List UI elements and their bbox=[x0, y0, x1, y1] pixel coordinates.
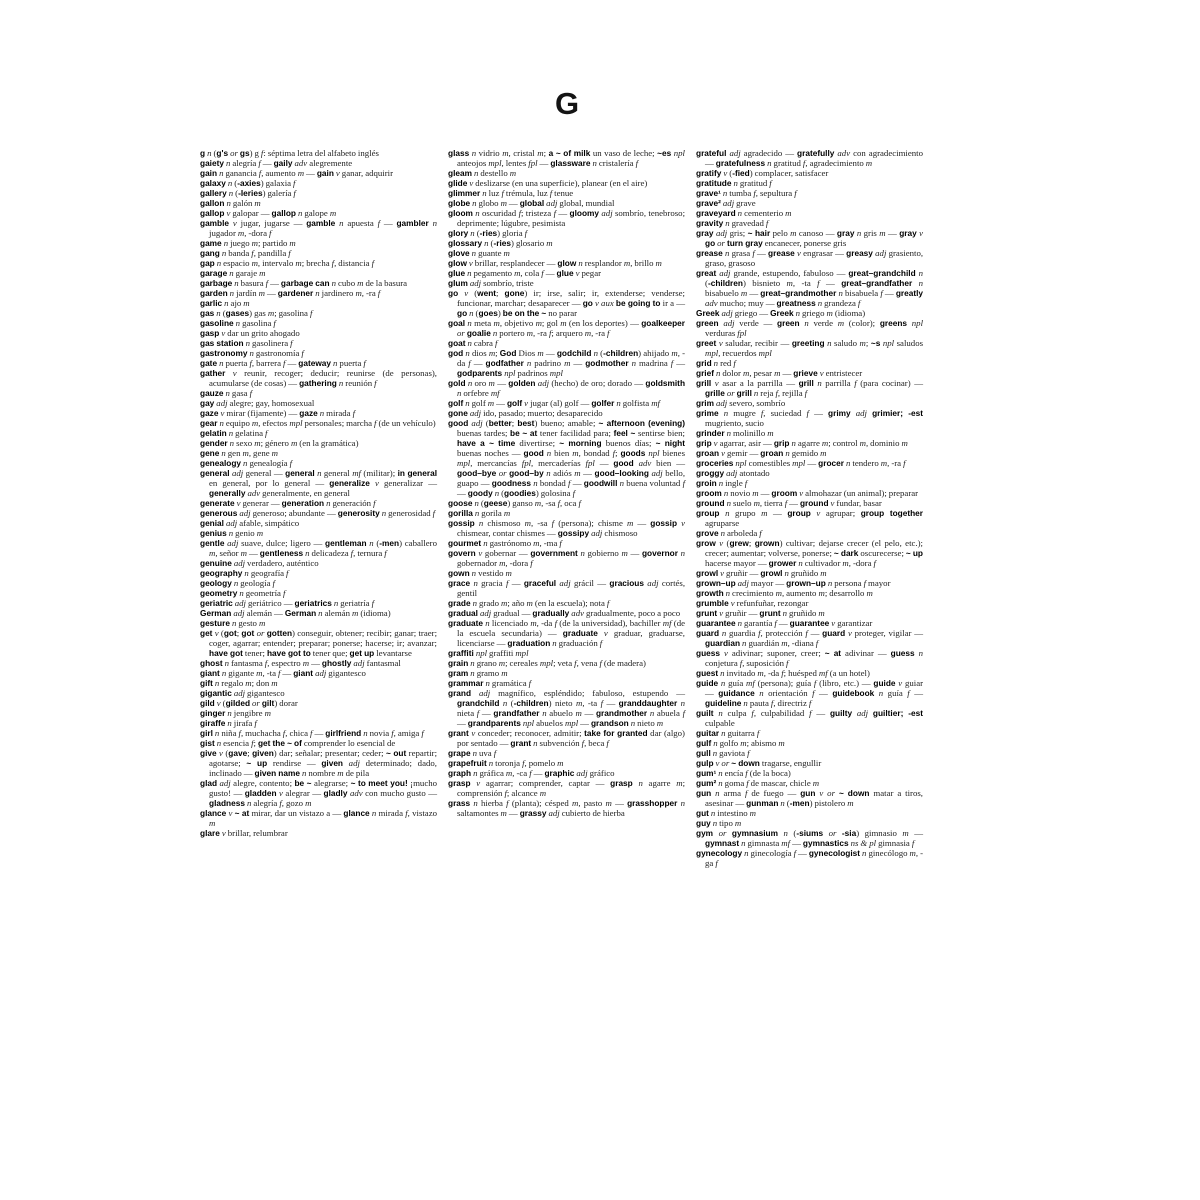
dictionary-entry: grant v conceder; reconocer, admitir; take for granted dar (algo) por sentado — grant n subvención f, beca f bbox=[448, 728, 685, 748]
dictionary-entry: glove n guante m bbox=[448, 248, 510, 258]
dictionary-entry: gut n intestino m bbox=[696, 808, 756, 818]
dictionary-entry: gull n gaviota f bbox=[696, 748, 750, 758]
dictionary-entry: garbage n basura f — garbage can n cubo m de la basura bbox=[200, 278, 408, 288]
dictionary-entry: gesture n gesto m bbox=[200, 618, 266, 628]
dictionary-entry: grinder n molinillo m bbox=[696, 428, 774, 438]
dictionary-entry: geography n geografía f bbox=[200, 568, 289, 578]
dictionary-entry: garden n jardín m — gardener n jardinero m, -ra f bbox=[200, 288, 381, 298]
dictionary-entry: grade n grado m; año m (en la escuela); nota f bbox=[448, 598, 610, 608]
dictionary-columns bbox=[200, 148, 934, 868]
dictionary-entry: good adj (better; best) bueno; amable; ~ afternoon (evening) buenas tardes; be ~ at tener facilidad para; feel ~ sentirse bien; have a ~ time divertirse; ~ morning buenos días; ~ night buenas noches — good n bien m, bondad f; goods npl bienes mpl, mercancías fpl, mercaderías fpl — good adv bien — good–bye or good–by n adiós m — good–looking adj bello, guapo — goodness n bondad f — goodwill n buena voluntad f — goody n (goodies) golosina f bbox=[448, 418, 686, 498]
dictionary-entry: geometry n geometría f bbox=[200, 588, 286, 598]
dictionary-entry: gate n puerta f, barrera f — gateway n puerta f bbox=[200, 358, 366, 368]
dictionary-entry: groceries npl comestibles mpl — grocer n tendero m, -ra f bbox=[696, 458, 906, 468]
dictionary-entry: grunt v gruñir — grunt n gruñido m bbox=[696, 608, 825, 618]
dictionary-entry: growl v gruñir — growl n gruñido m bbox=[696, 568, 827, 578]
dictionary-entry: guess v adivinar; suponer, creer; ~ at adivinar — guess n conjetura f, suposición f bbox=[696, 648, 924, 668]
dictionary-column-1 bbox=[200, 148, 437, 868]
dictionary-entry: gasoline n gasolina f bbox=[200, 318, 276, 328]
dictionary-entry: gone adj ido, pasado; muerto; desaparecido bbox=[448, 408, 603, 418]
dictionary-entry: groin n ingle f bbox=[696, 478, 748, 488]
dictionary-entry: guilt n culpa f, culpabilidad f — guilty adj guiltier; -est culpable bbox=[696, 708, 923, 728]
dictionary-entry: grain n grano m; cereales mpl; veta f, vena f (de madera) bbox=[448, 658, 646, 668]
dictionary-entry: grass n hierba f (planta); césped m, pasto m — grasshopper n saltamontes m — grassy adj cubierto de hierba bbox=[448, 798, 685, 818]
dictionary-column-2 bbox=[448, 148, 685, 868]
dictionary-entry: general adj general — general n general mf (militar); in general en general, por lo general — generalize v generalizar — generally adv generalmente, en general bbox=[200, 468, 438, 498]
dictionary-column-3 bbox=[696, 148, 923, 868]
dictionary-entry: grim adj severo, sombrío bbox=[696, 398, 786, 408]
dictionary-entry: gaze v mirar (fijamente) — gaze n mirada f bbox=[200, 408, 356, 418]
dictionary-entry: glare v brillar, relumbrar bbox=[200, 828, 288, 838]
dictionary-entry: glad adj alegre, contento; be ~ alegrarse; ~ to meet you! ¡mucho gusto! — gladden v alegrar — gladly adv con mucho gusto — gladness n alegría f, gozo m bbox=[200, 778, 438, 808]
dictionary-entry: genealogy n genealogía f bbox=[200, 458, 293, 468]
dictionary-entry: gene n gen m, gene m bbox=[200, 448, 279, 458]
dictionary-entry: gynecology n ginecología f — gynecologist n ginecólogo m, -ga f bbox=[696, 848, 924, 868]
dictionary-entry: garlic n ajo m bbox=[200, 298, 250, 308]
dictionary-entry: gum¹ n encía f (de la boca) bbox=[696, 768, 791, 778]
dictionary-entry: gist n esencia f; get the ~ of comprender lo esencial de bbox=[200, 738, 396, 748]
dictionary-entry: German adj alemán — German n alemán m (idioma) bbox=[200, 608, 391, 618]
dictionary-entry: god n dios m; God Dios m — godchild n (-children) ahijado m, -da f — godfather n padrino m — godmother n madrina f — godparents npl padrinos mpl bbox=[448, 348, 686, 378]
dictionary-entry: ghost n fantasma f, espectro m — ghostly adj fantasmal bbox=[200, 658, 401, 668]
dictionary-entry: groan v gemir — groan n gemido m bbox=[696, 448, 827, 458]
dictionary-entry: grease n grasa f — grease v engrasar — greasy adj grasiento, graso, grasoso bbox=[696, 248, 924, 268]
dictionary-entry: genuine adj verdadero, auténtico bbox=[200, 558, 319, 568]
dictionary-entry: grill v asar a la parrilla — grill n parrilla f (para cocinar) — grille or grill n reja f, rejilla f bbox=[696, 378, 923, 398]
dictionary-entry: gamble v jugar, jugarse — gamble n apuesta f — gambler n jugador m, -dora f bbox=[200, 218, 437, 238]
dictionary-entry: generous adj generoso; abundante — generosity n generosidad f bbox=[200, 508, 436, 518]
dictionary-entry: galaxy n (-axies) galaxia f bbox=[200, 178, 296, 188]
dictionary-entry: genius n genio m bbox=[200, 528, 264, 538]
dictionary-entry: groom n novio m — groom v almohazar (un animal); preparar bbox=[696, 488, 919, 498]
dictionary-entry: glide v deslizarse (en una superficie), planear (en el aire) bbox=[448, 178, 648, 188]
dictionary-entry: gum² n goma f de mascar, chicle m bbox=[696, 778, 820, 788]
dictionary-entry: goat n cabra f bbox=[448, 338, 498, 348]
dictionary-entry: giraffe n jirafa f bbox=[200, 718, 257, 728]
dictionary-entry: gym or gymnasium n (-siums or -sia) gimnasio m — gymnast n gimnasta mf — gymnastics ns & pl gimnasia f bbox=[696, 828, 924, 848]
dictionary-entry: gelatin n gelatina f bbox=[200, 428, 268, 438]
dictionary-entry: guitar n guitarra f bbox=[696, 728, 760, 738]
dictionary-entry: gentle adj suave, dulce; ligero — gentleman n (-men) caballero m, señor m — gentleness n delicadeza f, ternura f bbox=[200, 538, 437, 558]
dictionary-entry: gallery n (-leries) galería f bbox=[200, 188, 296, 198]
dictionary-entry: ginger n jengibre m bbox=[200, 708, 271, 718]
section-letter-heading: G bbox=[554, 86, 580, 121]
dictionary-entry: gold n oro m — golden adj (hecho) de oro; dorado — goldsmith n orfebre mf bbox=[448, 378, 686, 398]
dictionary-entry: gender n sexo m; género m (en la gramática) bbox=[200, 438, 359, 448]
dictionary-entry: gulf n golfo m; abismo m bbox=[696, 738, 785, 748]
dictionary-entry: graveyard n cementerio m bbox=[696, 208, 792, 218]
dictionary-entry: glimmer n luz f trémula, luz f tenue bbox=[448, 188, 574, 198]
dictionary-entry: go v (went; gone) ir; irse, salir; ir, extenderse; venderse; funcionar, marchar; desaparecer — go v aux be going to ir a — go n (goes) be on the ~ no parar bbox=[448, 288, 686, 318]
dictionary-entry: graffiti npl graffiti mpl bbox=[448, 648, 529, 658]
dictionary-entry: goose n (geese) ganso m, -sa f, oca f bbox=[448, 498, 581, 508]
dictionary-entry: glass n vidrio m, cristal m; a ~ of milk un vaso de leche; ~es npl anteojos mpl, lentes fpl — glassware n cristalería f bbox=[448, 148, 685, 168]
dictionary-entry: graph n gráfica m, -ca f — graphic adj gráfico bbox=[448, 768, 615, 778]
dictionary-entry: gloom n oscuridad f; tristeza f — gloomy adj sombrío, tenebroso; deprimente; lúgubre, pesimista bbox=[448, 208, 686, 228]
dictionary-entry: gap n espacio m, intervalo m; brecha f, distancia f bbox=[200, 258, 375, 268]
dictionary-entry: gild v (gilded or gilt) dorar bbox=[200, 698, 298, 708]
dictionary-entry: gossip n chismoso m, -sa f (persona); chisme m — gossip v chismear, contar chismes — gossipy adj chismoso bbox=[448, 518, 686, 538]
dictionary-entry: growth n crecimiento m, aumento m; desarrollo m bbox=[696, 588, 873, 598]
dictionary-entry: guide n guía mf (persona); guía f (libro, etc.) — guide v guiar — guidance n orientación f — guidebook n guía f — guideline n pauta f, directriz f bbox=[696, 678, 924, 708]
dictionary-entry: glow v brillar, resplandecer — glow n resplandor m, brillo m bbox=[448, 258, 662, 268]
dictionary-entry: gray adj gris; ~ hair pelo m canoso — gray n gris m — gray v go or turn gray encanecer, ponerse gris bbox=[696, 228, 924, 248]
dictionary-entry: get v (got; got or gotten) conseguir, obtener; recibir; ganar; traer; coger, agarrar; entender; preparar; ponerse; hacerse; ir; avanzar; have got tener; have got to tener que; get up levantarse bbox=[200, 628, 438, 658]
dictionary-entry: golf n golf m — golf v jugar (al) golf — golfer n golfista mf bbox=[448, 398, 660, 408]
dictionary-entry: great adj grande, estupendo, fabuloso — great–grandchild n (-children) bisnieto m, -ta f — great–grandfather n bisabuelo m — great–grandmother n bisabuela f — greatly adv mucho; muy — greatness n grandeza f bbox=[696, 268, 924, 308]
dictionary-entry: glance v ~ at mirar, dar un vistazo a — glance n mirada f, vistazo m bbox=[200, 808, 438, 828]
dictionary-entry: groggy adj atontado bbox=[696, 468, 770, 478]
dictionary-entry: game n juego m; partido m bbox=[200, 238, 296, 248]
dictionary-entry: guest n invitado m, -da f; huésped mf (a un hotel) bbox=[696, 668, 870, 678]
dictionary-entry: glue n pegamento m, cola f — glue v pegar bbox=[448, 268, 602, 278]
dictionary-entry: gratitude n gratitud f bbox=[696, 178, 772, 188]
dictionary-entry: guard n guardia f, protección f — guard v proteger, vigilar — guardian n guardián m, -diana f bbox=[696, 628, 923, 648]
dictionary-entry: grove n arboleda f bbox=[696, 528, 762, 538]
dictionary-entry: grammar n gramática f bbox=[448, 678, 532, 688]
dictionary-entry: gravity n gravedad f bbox=[696, 218, 769, 228]
dictionary-entry: gay adj alegre; gay, homosexual bbox=[200, 398, 315, 408]
dictionary-entry: ground n suelo m, tierra f — ground v fundar, basar bbox=[696, 498, 882, 508]
dictionary-entry: grace n gracia f — graceful adj grácil — gracious adj cortés, gentil bbox=[448, 578, 686, 598]
dictionary-entry: grave² adj grave bbox=[696, 198, 756, 208]
dictionary-entry: grow v (grew; grown) cultivar; dejarse crecer (el pelo, etc.); crecer; aumentar; volverse, ponerse; ~ dark oscurecerse; ~ up hacerse mayor — grower n cultivador m, -dora f bbox=[696, 538, 924, 568]
dictionary-entry: grape n uva f bbox=[448, 748, 497, 758]
dictionary-entry: genial adj afable, simpático bbox=[200, 518, 300, 528]
dictionary-entry: gleam n destello m bbox=[448, 168, 517, 178]
dictionary-entry: glum adj sombrío, triste bbox=[448, 278, 534, 288]
dictionary-entry: gown n vestido m bbox=[448, 568, 512, 578]
dictionary-entry: grip v agarrar, asir — grip n agarre m; control m, dominio m bbox=[696, 438, 908, 448]
dictionary-entry: girl n niña f, muchacha f, chica f — girlfriend n novia f, amiga f bbox=[200, 728, 424, 738]
dictionary-entry: grand adj magnífico, espléndido; fabuloso, estupendo — grandchild n (-children) nieto m, -ta f — granddaughter n nieta f — grandfather n abuelo m — grandmother n abuela f — grandparents npl abuelos mpl — grandson n nieto m bbox=[448, 688, 686, 728]
dictionary-entry: gang n banda f, pandilla f bbox=[200, 248, 291, 258]
dictionary-entry: gram n gramo m bbox=[448, 668, 508, 678]
dictionary-entry: gather v reunir, recoger; deducir; reunirse (de personas), acumularse (de cosas) — gathering n reunión f bbox=[200, 368, 437, 388]
dictionary-entry: gulp v or ~ down tragarse, engullir bbox=[696, 758, 822, 768]
dictionary-entry: globe n globo m — global adj global, mundial bbox=[448, 198, 615, 208]
dictionary-entry: gasp v dar un grito ahogado bbox=[200, 328, 300, 338]
dictionary-entry: gratify v (-fied) complacer, satisfacer bbox=[696, 168, 829, 178]
dictionary-entry: gigantic adj gigantesco bbox=[200, 688, 285, 698]
dictionary-entry: gas station n gasolinera f bbox=[200, 338, 293, 348]
dictionary-entry: g n (g's or gs) g f: séptima letra del alfabeto inglés bbox=[200, 148, 379, 158]
dictionary-entry: gun n arma f de fuego — gun v or ~ down matar a tiros, asesinar — gunman n (-men) pistolero m bbox=[696, 788, 923, 808]
dictionary-entry: grateful adj agradecido — gratefully adv con agradecimiento — gratefulness n gratitud f, agradecimiento m bbox=[696, 148, 924, 168]
dictionary-entry: group n grupo m — group v agrupar; group together agruparse bbox=[696, 508, 924, 528]
dictionary-entry: grime n mugre f, suciedad f — grimy adj grimier; -est mugriento, sucio bbox=[696, 408, 923, 428]
dictionary-entry: grown–up adj mayor — grown–up n persona f mayor bbox=[696, 578, 891, 588]
dictionary-entry: gas n (gases) gas m; gasolina f bbox=[200, 308, 313, 318]
dictionary-entry: grid n red f bbox=[696, 358, 736, 368]
dictionary-entry: govern v gobernar — government n gobierno m — governor n gobernador m, -dora f bbox=[448, 548, 686, 568]
dictionary-entry: give v (gave; given) dar; señalar; presentar; ceder; ~ out repartir; agotarse; ~ up rendirse — given adj determinado; dado, inclinado — given name n nombre m de pila bbox=[200, 748, 438, 778]
dictionary-entry: gradual adj gradual — gradually adv gradualmente, poco a poco bbox=[448, 608, 681, 618]
dictionary-entry: Greek adj griego — Greek n griego m (idioma) bbox=[696, 308, 866, 318]
dictionary-entry: graduate n licenciado m, -da f (de la universidad), bachiller mf (de la escuela secundaria) — graduate v graduar, graduarse, licenciarse — graduation n graduación f bbox=[448, 618, 685, 648]
dictionary-entry: gaiety n alegría f — gaily adv alegremente bbox=[200, 158, 353, 168]
dictionary-entry: green adj verde — green n verde m (color); greens npl verduras fpl bbox=[696, 318, 924, 338]
dictionary-entry: gastronomy n gastronomía f bbox=[200, 348, 304, 358]
dictionary-entry: gain n ganancia f, aumento m — gain v ganar, adquirir bbox=[200, 168, 394, 178]
dictionary-entry: grumble v refunfuñar, rezongar bbox=[696, 598, 809, 608]
dictionary-entry: glory n (-ries) gloria f bbox=[448, 228, 528, 238]
dictionary-entry: garage n garaje m bbox=[200, 268, 266, 278]
dictionary-entry: gear n equipo m, efectos mpl personales; marcha f (de un vehículo) bbox=[200, 418, 436, 428]
dictionary-entry: generate v generar — generation n generación f bbox=[200, 498, 376, 508]
dictionary-entry: gallon n galón m bbox=[200, 198, 261, 208]
dictionary-entry: glossary n (-ries) glosario m bbox=[448, 238, 553, 248]
dictionary-entry: gift n regalo m; don m bbox=[200, 678, 278, 688]
dictionary-entry: geology n geología f bbox=[200, 578, 275, 588]
dictionary-entry: guy n tipo m bbox=[696, 818, 742, 828]
dictionary-entry: goal n meta m, objetivo m; gol m (en los deportes) — goalkeeper or goalie n portero m, -ra f; arquero m, -ra f bbox=[448, 318, 686, 338]
dictionary-entry: gallop v galopar — gallop n galope m bbox=[200, 208, 337, 218]
dictionary-entry: grasp v agarrar; comprender, captar — grasp n agarre m; comprensión f; alcance m bbox=[448, 778, 686, 798]
dictionary-entry: grapefruit n toronja f, pomelo m bbox=[448, 758, 564, 768]
dictionary-entry: grief n dolor m, pesar m — grieve v entristecer bbox=[696, 368, 863, 378]
dictionary-entry: gauze n gasa f bbox=[200, 388, 253, 398]
dictionary-entry: greet v saludar, recibir — greeting n saludo m; ~s npl saludos mpl, recuerdos mpl bbox=[696, 338, 924, 358]
dictionary-entry: giant n gigante m, -ta f — giant adj gigantesco bbox=[200, 668, 366, 678]
dictionary-entry: gorilla n gorila m bbox=[448, 508, 511, 518]
dictionary-entry: grave¹ n tumba f, sepultura f bbox=[696, 188, 797, 198]
dictionary-entry: geriatric adj geriátrico — geriatrics n geriatría f bbox=[200, 598, 375, 608]
dictionary-entry: gourmet n gastrónomo m, -ma f bbox=[448, 538, 562, 548]
dictionary-entry: guarantee n garantía f — guarantee v garantizar bbox=[696, 618, 873, 628]
